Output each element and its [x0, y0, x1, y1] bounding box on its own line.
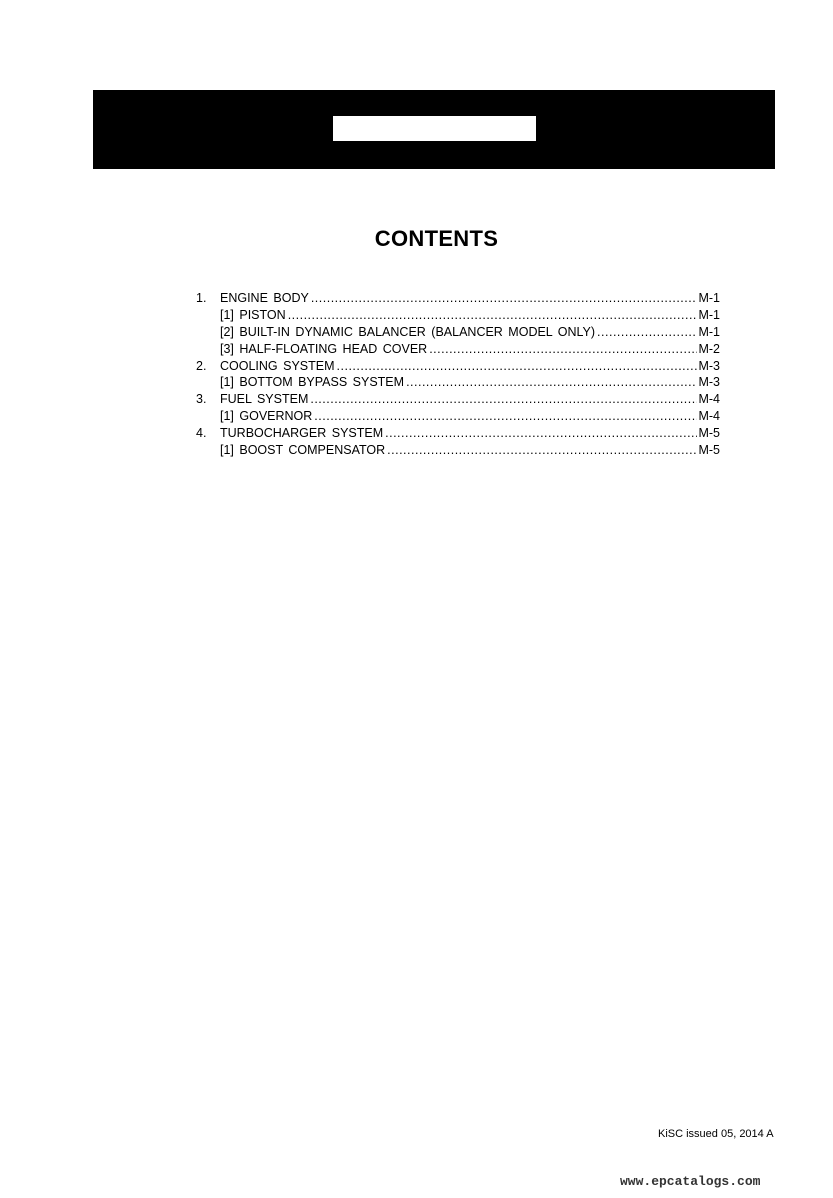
table-of-contents [196, 290, 720, 459]
toc-entry-page: M-1 [698, 324, 720, 339]
toc-leader-dots [597, 324, 697, 341]
toc-entry-page: M-5 [698, 443, 720, 458]
toc-entry-title: [2] BUILT-IN DYNAMIC BALANCER (BALANCER MODEL ONLY) [220, 324, 596, 339]
toc-entry-engine-body[interactable] [196, 290, 720, 307]
toc-entry-page: M-5 [698, 426, 720, 441]
toc-leader-dots [385, 425, 697, 442]
toc-entry-bypass-system[interactable] [196, 374, 720, 391]
toc-entry-number: 1. [196, 291, 207, 305]
toc-leader-dots [288, 307, 698, 324]
toc-leader-dots [337, 358, 698, 375]
toc-entry-page: M-1 [698, 291, 720, 305]
toc-entry-dynamic-balancer[interactable] [196, 324, 720, 341]
toc-entry-turbocharger-system[interactable] [196, 425, 720, 442]
toc-entry-head-cover[interactable] [196, 341, 720, 358]
toc-entry-title: [1] PISTON [220, 307, 286, 322]
toc-entry-title: [1] BOOST COMPENSATOR [220, 443, 386, 458]
toc-entry-fuel-system[interactable] [196, 391, 720, 408]
toc-entry-piston[interactable] [196, 307, 720, 324]
toc-entry-number: 3. [196, 392, 207, 407]
toc-entry-title: ENGINE BODY [220, 291, 309, 305]
header-banner [93, 90, 775, 169]
toc-entry-page: M-3 [698, 375, 720, 390]
toc-entry-title: TURBOCHARGER SYSTEM [220, 426, 384, 441]
toc-entry-boost-compensator[interactable] [196, 442, 720, 459]
toc-leader-dots [429, 341, 697, 358]
page-title: CONTENTS [374, 226, 499, 251]
watermark: www.epcatalogs.com [620, 1174, 761, 1189]
toc-entry-title: [1] BOTTOM BYPASS SYSTEM [220, 375, 405, 390]
toc-leader-dots [311, 290, 698, 307]
header-label-box [333, 116, 536, 141]
toc-entry-page: M-2 [698, 341, 720, 356]
toc-entry-number: 4. [196, 426, 207, 441]
toc-entry-page: M-4 [698, 409, 720, 424]
toc-leader-dots [314, 408, 697, 425]
toc-leader-dots [387, 442, 697, 459]
toc-entry-cooling-system[interactable] [196, 358, 720, 375]
toc-entry-title: [1] GOVERNOR [220, 409, 313, 424]
toc-entry-page: M-4 [698, 392, 720, 407]
toc-leader-dots [310, 391, 697, 408]
toc-entry-governor[interactable] [196, 408, 720, 425]
toc-leader-dots [406, 374, 697, 391]
toc-entry-page: M-3 [698, 358, 720, 373]
toc-entry-number: 2. [196, 358, 207, 373]
toc-entry-title: [3] HALF-FLOATING HEAD COVER [220, 341, 428, 356]
issue-note: KiSC issued 05, 2014 A [658, 1128, 774, 1140]
toc-entry-title: COOLING SYSTEM [220, 358, 335, 373]
toc-entry-title: FUEL SYSTEM [220, 392, 309, 407]
toc-entry-page: M-1 [698, 307, 720, 322]
